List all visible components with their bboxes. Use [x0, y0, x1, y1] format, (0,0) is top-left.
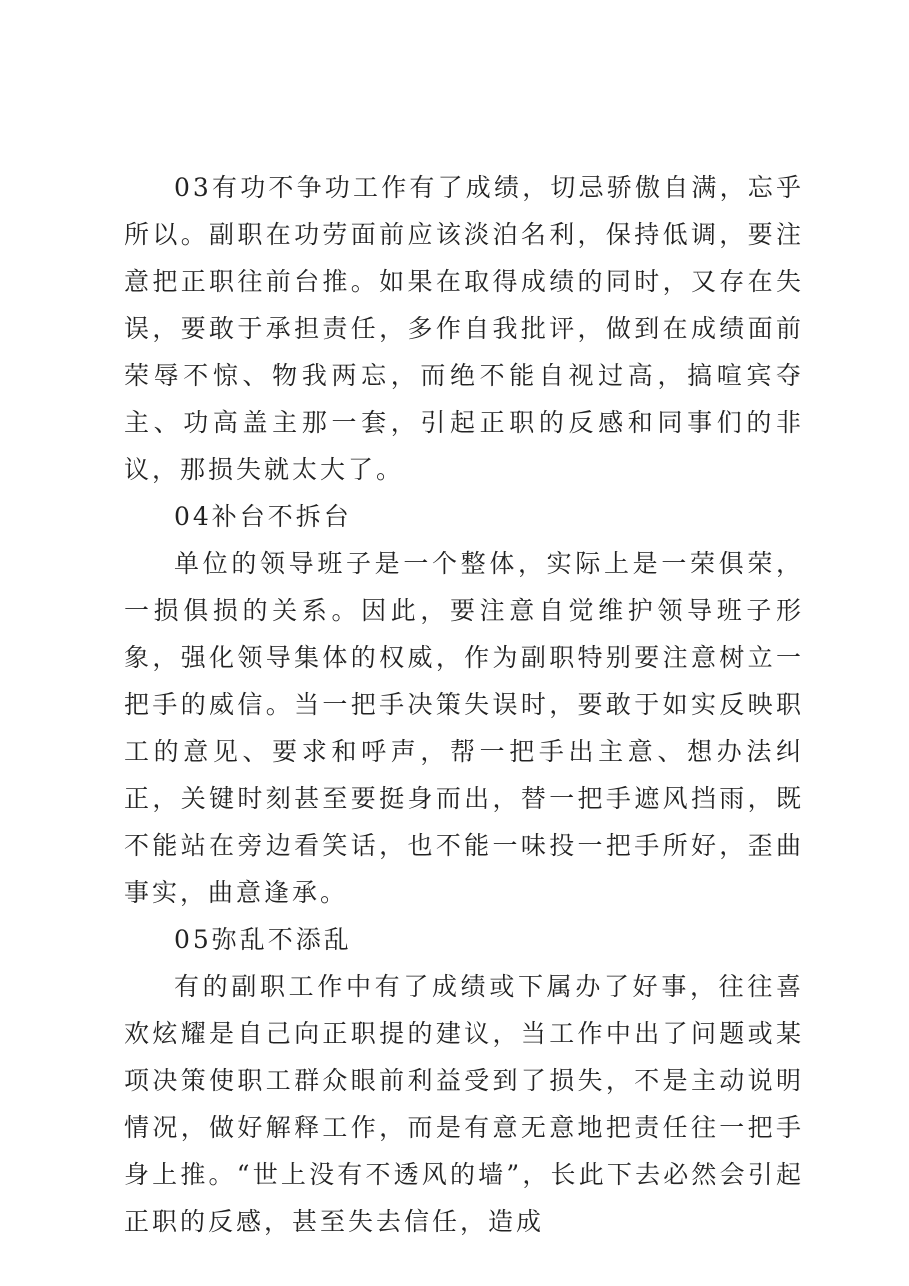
section-heading-05: 05弥乱不添乱: [174, 925, 352, 954]
paragraph-04: 单位的领导班子是一个整体，实际上是一荣俱荣，一损俱损的关系。因此，要注意自觉维护领导班子形象，强化领导集体的权威，作为副职特别要注意树立一把手的威信。当一把手决策失误时，要敢于如实反映职工的意见、要求和呼声，帮一把手出主意、想办法纠正，关键时刻甚至要挺身而出，替一把手遮风挡雨，既不能站在旁边看笑话，也不能一味投一把手所好，歪曲事实，曲意逢承。: [124, 549, 804, 907]
paragraph-05: 有的副职工作中有了成绩或下属办了好事，往往喜欢炫耀是自己向正职提的建议，当工作中出了问题或某项决策使职工群众眼前利益受到了损失，不是主动说明情况，做好解释工作，而是有意无意地把责任往一把手身上推。“世上没有不透风的墙”，长此下去必然会引起正职的反感，甚至失去信任，造成: [124, 972, 804, 1236]
section-heading-04: 04补台不拆台: [174, 502, 352, 531]
document-body: [124, 164, 804, 1245]
paragraph-03: 03有功不争功工作有了成绩，切忌骄傲自满，忘乎所以。副职在功劳面前应该淡泊名利，保持低调，要注意把正职往前台推。如果在取得成绩的同时，又存在失误，要敢于承担责任，多作自我批评，做到在成绩面前荣辱不惊、物我两忘，而绝不能自视过高，搞喧宾夺主、功高盖主那一套，引起正职的反感和同事们的非议，那损失就太大了。: [124, 173, 804, 484]
